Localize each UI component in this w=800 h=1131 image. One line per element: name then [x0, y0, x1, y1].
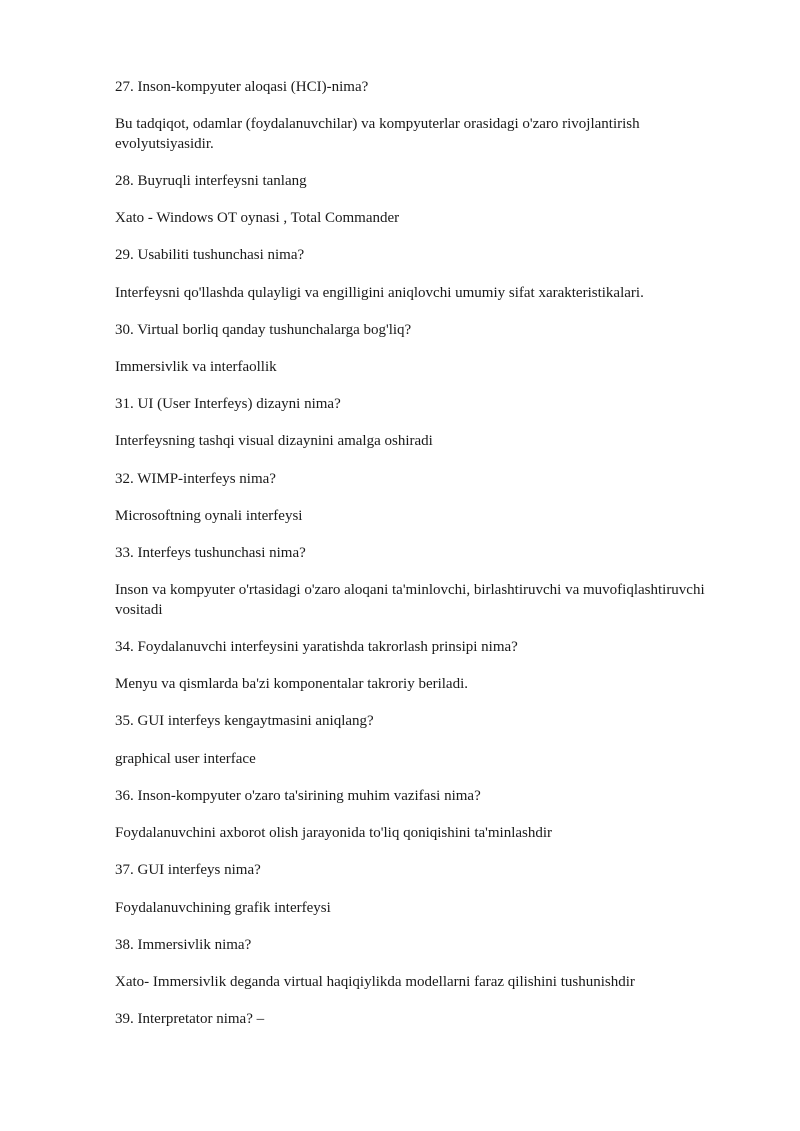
answer-36: Foydalanuvchini axborot olish jarayonida to'liq qoniqishini ta'minlashdir: [115, 825, 553, 841]
question-35: 35. GUI interfeys kengaytmasini aniqlang?: [115, 713, 374, 729]
answer-34: Menyu va qismlarda ba'zi komponentalar takroriy beriladi.: [115, 676, 469, 692]
answer-37: Foydalanuvchining grafik interfeysi: [115, 900, 331, 916]
question-31: 31. UI (User Interfeys) dizayni nima?: [115, 396, 341, 412]
question-33: 33. Interfeys tushunchasi nima?: [115, 545, 306, 561]
question-32: 32. WIMP-interfeys nima?: [115, 471, 276, 487]
question-29: 29. Usabiliti tushunchasi nima?: [115, 247, 305, 263]
question-34: 34. Foydalanuvchi interfeysini yaratishda takrorlash prinsipi nima?: [115, 639, 518, 655]
question-30: 30. Virtual borliq qanday tushunchalarga bog'liq?: [115, 322, 412, 338]
question-36: 36. Inson-kompyuter o'zaro ta'sirining muhim vazifasi nima?: [115, 788, 481, 804]
answer-29: Interfeysni qo'llashda qulayligi va engilligini aniqlovchi umumiy sifat xarakteristikalari.: [115, 285, 644, 301]
answer-33: Inson va kompyuter o'rtasidagi o'zaro aloqani ta'minlovchi, birlashtiruvchi va muvofiqlashtiruvchi vositadi: [115, 582, 705, 618]
question-37: 37. GUI interfeys nima?: [115, 862, 261, 878]
answer-31: Interfeysning tashqi visual dizaynini amalga oshiradi: [115, 433, 433, 449]
question-39: 39. Interpretator nima? –: [115, 1011, 265, 1027]
answer-27: Bu tadqiqot, odamlar (foydalanuvchilar) va kompyuterlar orasidagi o'zaro rivojlantirish evolyutsiyasidir.: [115, 116, 640, 152]
answer-30: Immersivlik va interfaollik: [115, 359, 277, 375]
question-38: 38. Immersivlik nima?: [115, 937, 252, 953]
answer-35: graphical user interface: [115, 751, 256, 767]
question-28: 28. Buyruqli interfeysni tanlang: [115, 173, 307, 189]
answer-38: Xato- Immersivlik deganda virtual haqiqiylikda modellarni faraz qilishini tushunishdir: [115, 974, 635, 990]
question-27: 27. Inson-kompyuter aloqasi (HCI)-nima?: [115, 79, 369, 95]
answer-32: Microsoftning oynali interfeysi: [115, 508, 303, 524]
answer-28: Xato - Windows OT oynasi , Total Commander: [115, 210, 400, 226]
